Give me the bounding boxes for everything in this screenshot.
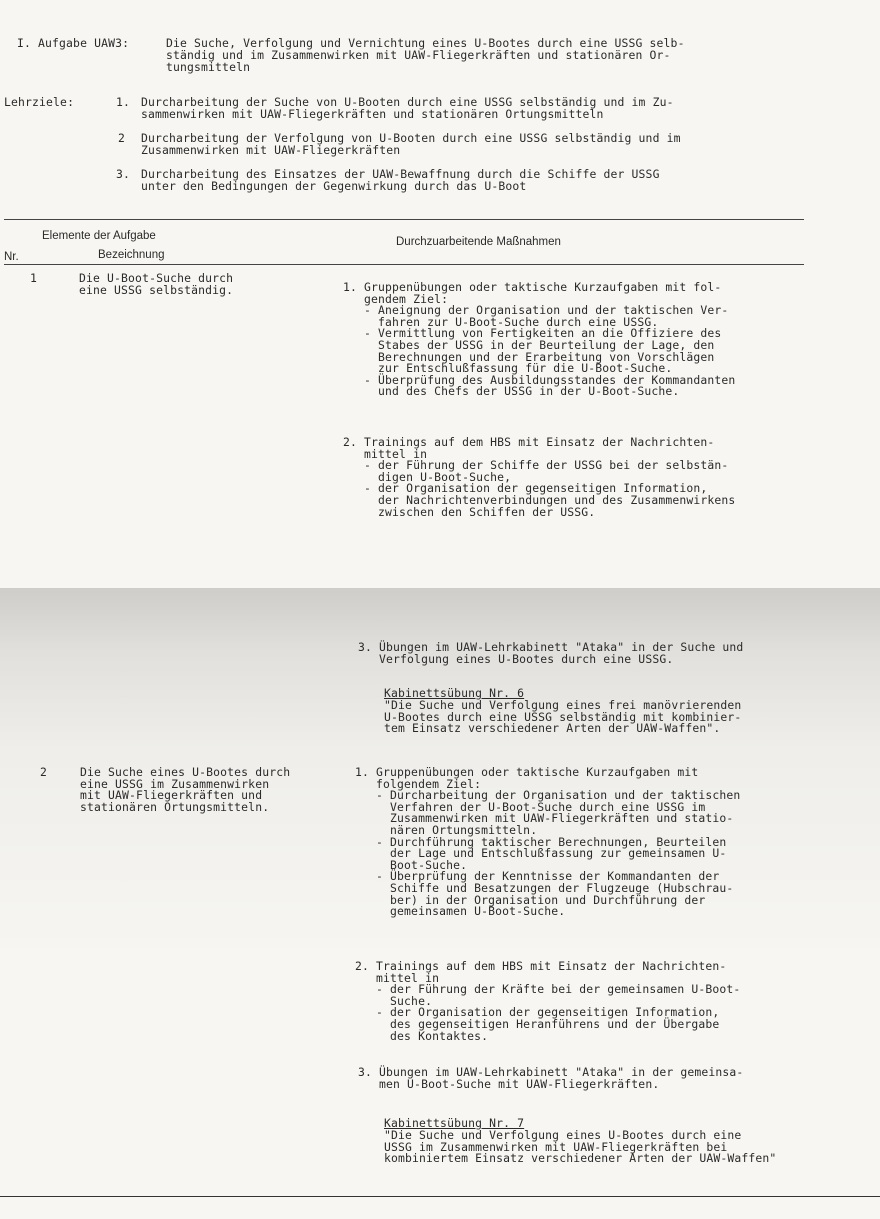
row2-measure-1-line: Zusammenwirken mit UAW-Fliegerkräften und statio- — [355, 811, 734, 826]
row2-measure-1-line: - Überprüfung der Kenntnisse der Kommandanten der — [355, 869, 720, 884]
goal-2-line-2: Zusammenwirken mit UAW-Fliegerkräften — [141, 143, 401, 157]
goal-3-line-2: unter den Bedingungen der Gegenwirkung durch das U-Boot — [141, 179, 527, 193]
row1-measure-2-line: digen U-Boot-Suche, — [343, 469, 512, 484]
row1-measure-1-line: Stabes der USSG in der Beurteilung der Lage, den — [343, 338, 715, 352]
row1-measure-1-line: gendem Ziel: — [343, 291, 449, 306]
goal-2-line-1: Durcharbeitung der Verfolgung von U-Booten durch eine USSG selbständig und im — [141, 131, 681, 145]
row2-designation-line: eine USSG im Zusammenwirken — [80, 776, 270, 791]
row2-measure-2-line: 2. Trainings auf dem HBS mit Einsatz der Nachrichten- — [355, 959, 727, 973]
row2-designation-line: mit UAW-Fliegerkräften und — [80, 788, 263, 802]
row1-exercise-title: Kabinettsübung Nr. 6 — [384, 686, 525, 700]
row1-measure-2-line: - der Führung der Schiffe der USSG bei der selbstän- — [343, 458, 729, 473]
row1-measure-2-line: der Nachrichtenverbindungen und des Zusammenwirkens — [343, 493, 736, 507]
row2-designation-line: Die Suche eines U-Bootes durch — [80, 765, 291, 779]
row2-measure-1-line: - Durcharbeitung der Organisation und der taktischen — [355, 788, 741, 803]
row2-nr: 2 — [40, 765, 48, 779]
row2-measure-1-line: ber) in der Organisation und Durchführung der — [355, 892, 706, 907]
table-top-rule — [4, 219, 804, 220]
row1-designation-line: eine USSG selbständig. — [79, 282, 234, 297]
row2-measure-1-line: - Durchführung taktischer Berechnungen, Beurteilen — [355, 834, 727, 849]
goal-1-line-2: sammenwirken mit UAW-Fliegerkräften und stationären Ortungsmitteln — [141, 107, 604, 121]
row2-measure-1-line: der Lage und Entschlußfassung zur gemeinsamen U- — [355, 846, 727, 861]
row1-measure-1-line: - Überprüfung des Ausbildungsstandes der Kommandanten — [343, 372, 736, 387]
task-line-3: tungsmitteln — [166, 60, 251, 74]
row2-exercise-line: USSG im Zusammenwirken mit UAW-Fliegerkräften bei — [384, 1139, 728, 1154]
goal-1-num: 1. — [116, 95, 131, 109]
row2-measure-2-line: Suche. — [355, 993, 433, 1008]
row1-measure-2-line: mittel in — [343, 446, 428, 461]
row1-measure-2-line: - der Organisation der gegenseitigen Information, — [343, 481, 708, 496]
row2-measure-2-line: des Kontaktes. — [355, 1028, 489, 1043]
row2-measure-2-line: - der Führung der Kräfte bei der gemeinsamen U-Boot- — [355, 982, 741, 997]
row1-measure-1-line: 1. Gruppenübungen oder taktische Kurzaufgaben mit fol- — [343, 280, 722, 294]
row2-measure-1-line: 1. Gruppenübungen oder taktische Kurzaufgaben mit — [355, 765, 699, 779]
row1-measure-1-line: zur Entschlußfassung für die U-Boot-Suche. — [343, 361, 673, 376]
row2-measure-1-line: gemeinsamen U-Boot-Suche. — [355, 904, 566, 919]
th-designation: Bezeichnung — [98, 249, 165, 261]
row1-measure-3-line: Verfolgung eines U-Bootes durch eine USSG. — [358, 651, 674, 666]
row2-measure-3-line: 3. Übungen im UAW-Lehrkabinett "Ataka" in der gemeinsa- — [358, 1065, 744, 1079]
page-bottom-rule — [0, 1196, 880, 1197]
row1-measure-3-line: 3. Übungen im UAW-Lehrkabinett "Ataka" in der Suche und — [358, 640, 744, 654]
row2-measure-1-line: Schiffe und Besatzungen der Flugzeuge (Hubschrau- — [355, 881, 734, 895]
row1-designation-line: Die U-Boot-Suche durch — [79, 271, 234, 285]
row2-measure-1-line: folgendem Ziel: — [355, 776, 482, 791]
row1-measure-2-line: 2. Trainings auf dem HBS mit Einsatz der Nachrichten- — [343, 435, 715, 449]
goal-3-num: 3. — [116, 167, 131, 181]
row1-measure-2-line: zwischen den Schiffen der USSG. — [343, 504, 596, 519]
row2-measure-2-line: - der Organisation der gegenseitigen Information, — [355, 1005, 720, 1020]
goals-label: Lehrziele: — [4, 95, 75, 109]
row2-exercise-title: Kabinettsübung Nr. 7 — [384, 1116, 525, 1130]
th-nr: Nr. — [4, 251, 19, 263]
task-label: I. Aufgabe UAW3: — [17, 36, 130, 50]
th-measures: Durchzuarbeitende Maßnahmen — [396, 236, 561, 248]
row1-measure-1-line: fahren zur U-Boot-Suche durch eine USSG. — [343, 314, 659, 329]
row2-designation-line: stationären Ortungsmitteln. — [80, 799, 270, 814]
goal-1-line-1: Durcharbeitung der Suche von U-Booten durch eine USSG selbständig und im Zu- — [141, 95, 674, 109]
row1-measure-1-line: und des Chefs der USSG in der U-Boot-Suche. — [343, 384, 680, 399]
row1-measure-1-line: - Aneignung der Organisation und der taktischen Ver- — [343, 303, 729, 318]
table-header-rule — [4, 264, 804, 265]
row2-exercise-line: "Die Suche und Verfolgung eines U-Bootes durch eine — [384, 1128, 742, 1142]
row2-measure-3-line: men U-Boot-Suche mit UAW-Fliegerkräften. — [358, 1076, 660, 1091]
row2-measure-2-line: mittel in — [355, 970, 440, 985]
goal-3-line-1: Durcharbeitung des Einsatzes der UAW-Bewaffnung durch die Schiffe der USSG — [141, 167, 660, 181]
goal-2-num: 2 — [118, 131, 126, 145]
row2-measure-1-line: nären Ortungsmitteln. — [355, 823, 538, 837]
row2-measure-2-line: des gegenseitigen Heranführens und der Übergabe — [355, 1017, 720, 1031]
th-elements: Elemente der Aufgabe — [42, 230, 156, 242]
row2-measure-1-line: Verfahren der U-Boot-Suche durch eine USSG im — [355, 799, 706, 814]
row2-exercise-line: kombiniertem Einsatz verschiedener Arten der UAW-Waffen" — [384, 1151, 777, 1166]
row1-exercise-line: U-Bootes durch eine USSG selbständig mit kombinier- — [384, 709, 742, 724]
row1-exercise-line: "Die Suche und Verfolgung eines frei manövrierenden — [384, 698, 742, 712]
task-line-1: Die Suche, Verfolgung und Vernichtung eines U-Bootes durch eine USSG selb- — [166, 36, 685, 50]
row1-exercise-line: tem Einsatz verschiedener Arten der UAW-Waffen". — [384, 721, 721, 736]
row2-measure-1-line: Boot-Suche. — [355, 857, 468, 872]
task-line-2: ständig und im Zusammenwirken mit UAW-Fliegerkräften und stationären Or- — [166, 48, 671, 62]
row1-nr: 1 — [30, 271, 38, 285]
row1-measure-1-line: Berechnungen und der Erarbeitung von Vorschlägen — [343, 349, 715, 364]
row1-measure-1-line: - Vermittlung von Fertigkeiten an die Offiziere des — [343, 326, 722, 341]
